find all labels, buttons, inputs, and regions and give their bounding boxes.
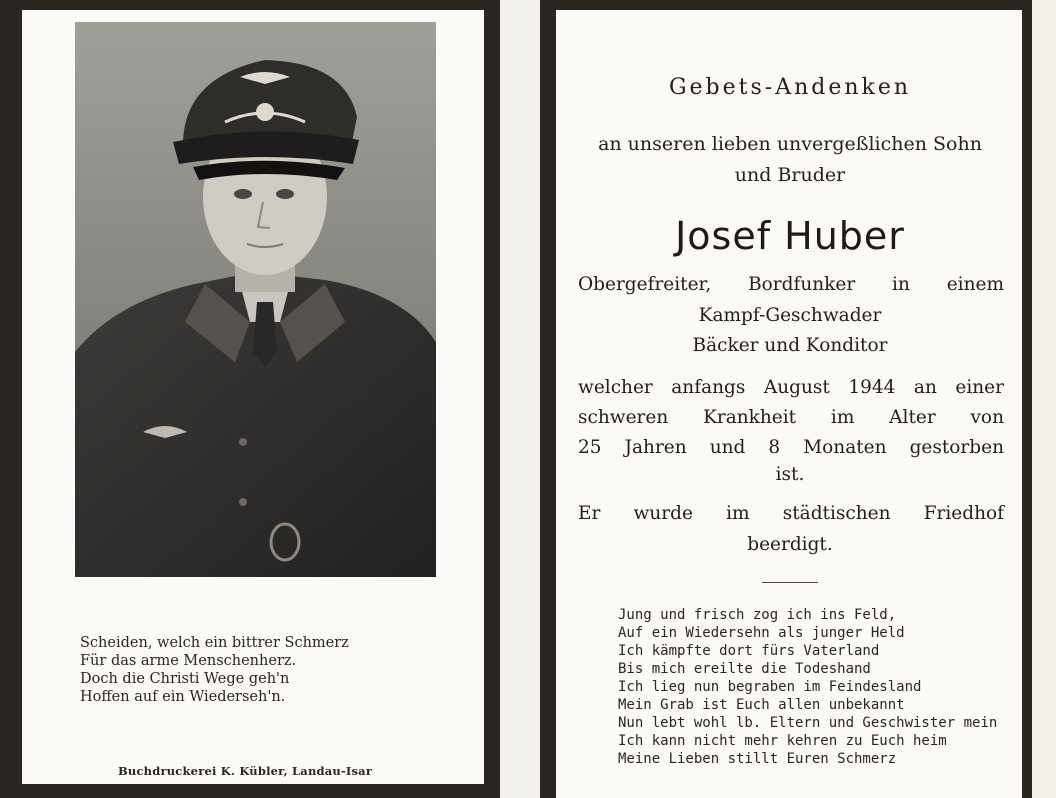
printer-imprint: Buchdruckerei K. Kübler, Landau-Isar [118, 764, 373, 778]
rank-word: einem [946, 274, 1004, 295]
left-verse [80, 634, 460, 706]
rank-word: Obergefreiter, [578, 274, 712, 295]
right-outer-border [1022, 0, 1032, 798]
center-right-border [540, 0, 556, 798]
poem-line: Ich lieg nun begraben im Feindesland [618, 679, 922, 695]
death-word: im [830, 407, 855, 428]
death-word: gestorben [909, 437, 1004, 458]
poem-line: Ich kann nicht mehr kehren zu Euch heim [618, 733, 947, 749]
soldier-portrait-illustration [75, 22, 436, 577]
unit-line: Kampf-Geschwader [698, 305, 882, 326]
poem-line: Meine Lieben stillt Euren Schmerz [618, 751, 897, 767]
death-line-3 [578, 437, 1004, 458]
death-word: August [763, 377, 830, 398]
burial-word: Er [578, 503, 601, 524]
death-line-last: ist. [775, 464, 805, 485]
death-word: und [709, 437, 746, 458]
poem-line: Nun lebt wohl lb. Eltern und Geschwister mein [618, 715, 998, 731]
left-verse-line: Hoffen auf ein Wiederseh'n. [80, 689, 286, 705]
death-line-2 [578, 407, 1004, 428]
divider-rule [762, 582, 818, 583]
card-title: Gebets-Andenken [668, 75, 912, 100]
death-word: schweren [578, 407, 669, 428]
death-word: anfangs [671, 377, 746, 398]
burial-word: im [726, 503, 750, 524]
left-outer-border [0, 0, 22, 798]
death-word: 1944 [848, 377, 896, 398]
left-verse-line: Scheiden, welch ein bittrer Schmerz [80, 635, 349, 651]
poem-line: Ich kämpfte dort fürs Vaterland [618, 643, 880, 659]
death-word: an [913, 377, 937, 398]
death-word: von [970, 407, 1004, 428]
memorial-poem [618, 606, 1018, 768]
poem-line: Auf ein Wiedersehn als junger Held [618, 625, 905, 641]
poem-line: Bis mich ereilte die Todeshand [618, 661, 871, 677]
profession-line: Bäcker und Konditor [692, 335, 888, 356]
death-word: Jahren [624, 437, 687, 458]
gutter-panel [500, 0, 540, 798]
poem-line: Mein Grab ist Euch allen unbekannt [618, 697, 905, 713]
intro-line-2: und Bruder [734, 164, 846, 186]
portrait-photo [75, 22, 436, 577]
left-verse-line: Für das arme Menschenherz. [80, 653, 297, 669]
center-left-border [484, 0, 500, 798]
burial-line-last: beerdigt. [747, 534, 833, 555]
burial-line [578, 503, 1004, 524]
deceased-name: Josef Huber [675, 214, 905, 258]
rank-word: Bordfunker [748, 274, 856, 295]
burial-word: städtischen [782, 503, 891, 524]
poem-line: Jung und frisch zog ich ins Feld, [618, 607, 897, 623]
burial-word: wurde [633, 503, 693, 524]
death-word: Alter [889, 407, 936, 428]
death-word: welcher [578, 377, 653, 398]
rank-word: in [892, 274, 910, 295]
death-word: 25 [578, 437, 602, 458]
rank-line [578, 274, 1004, 295]
death-word: 8 [768, 437, 781, 458]
bottom-border-left [0, 784, 500, 798]
burial-word: Friedhof [923, 503, 1004, 524]
death-word: Monaten [803, 437, 887, 458]
left-verse-line: Doch die Christi Wege geh'n [80, 671, 290, 687]
intro-line-1: an unseren lieben unvergeßlichen Sohn [598, 133, 982, 155]
death-word: Krankheit [703, 407, 797, 428]
death-word: einer [955, 377, 1004, 398]
death-line-1 [578, 377, 1004, 398]
